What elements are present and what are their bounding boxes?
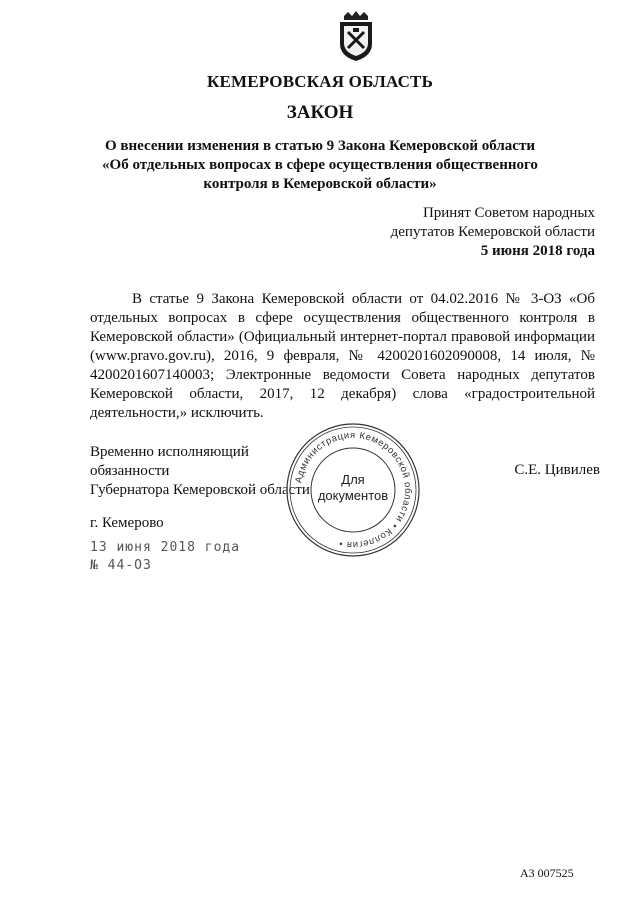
law-body-paragraph: В статье 9 Закона Кемеровской области от 04.02.2016 № 3-ОЗ «Об отдельных вопросах в сфере осуществления общественного контроля в Кемеровской области» (Официальный интернет-портал правовой информации (www.pravo.gov.ru), 2016, 9 февраля, № 4200201602090008, 14 июля, № 4200201607140003; Электронные ведомости Совета народных депутатов Кемеровской области, 2017, 12 декабря) слова «градостроительной деятельности,» исключить. (90, 291, 595, 421)
stamp-center-text (298, 472, 408, 504)
adoption-line: депутатов Кемеровской области (390, 224, 595, 240)
region-title: КЕМЕРОВСКАЯ ОБЛАСТЬ (206, 72, 434, 91)
registration-date: 13 июня 2018 года (90, 540, 241, 555)
registration-number: № 44-ОЗ (90, 558, 152, 573)
adoption-date: 5 июня 2018 года (480, 243, 595, 259)
law-subject-line: «Об отдельных вопросах в сфере осуществления общественного (102, 157, 538, 173)
place-of-signing: г. Кемерово (90, 515, 164, 531)
stamp-center-line: документов (317, 488, 389, 503)
law-subject-line: О внесении изменения в статью 9 Закона Кемеровской области (105, 138, 535, 154)
law-subject-line: контроля в Кемеровской области» (203, 176, 437, 192)
signatory-position-line: Временно исполняющий обязанности (90, 444, 249, 479)
stamp-ring-text: Администрация Кемеровской области • Коллегия • (293, 429, 414, 551)
adoption-block (330, 204, 595, 261)
stamp-center-line: Для (341, 472, 365, 487)
law-subject (90, 137, 550, 194)
document-type: ЗАКОН (286, 102, 354, 123)
signatory-name: С.Е. Цивилев (514, 462, 600, 478)
blank-serial-number: А3 007525 (520, 866, 574, 880)
coat-of-arms-icon (336, 10, 376, 62)
signatory-position-line: Губернатора Кемеровской области (90, 482, 310, 498)
adoption-line: Принят Советом народных (422, 205, 595, 221)
